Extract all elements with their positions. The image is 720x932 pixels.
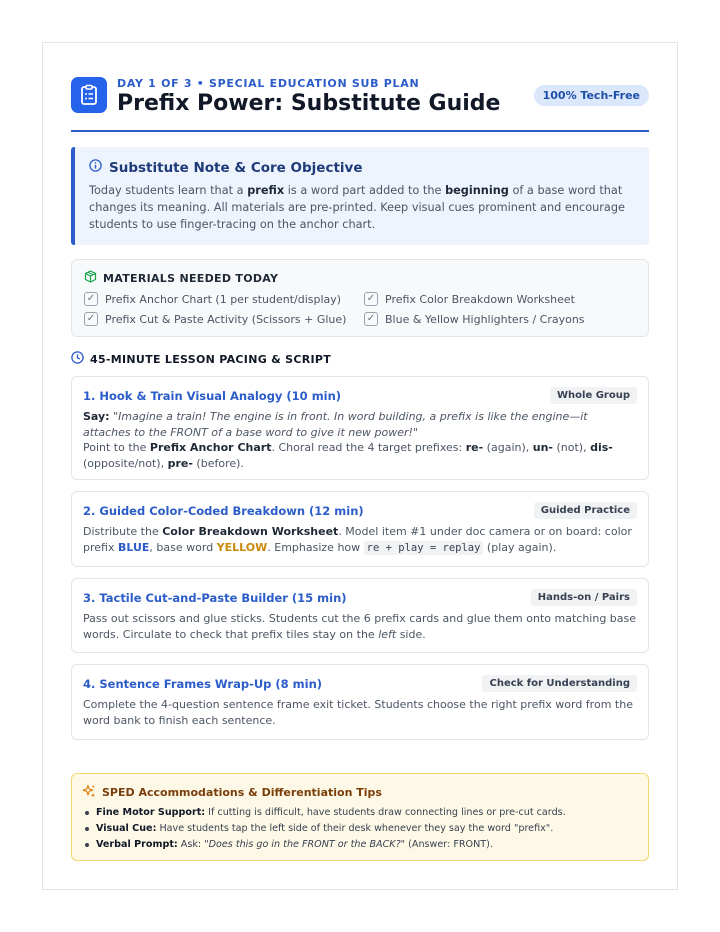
step-text: . Choral read the 4 target prefixes: xyxy=(271,441,466,454)
step-card-3 xyxy=(71,578,649,653)
pacing-heading xyxy=(71,351,331,367)
prefix-meaning: (not), xyxy=(553,441,591,454)
left-emphasis: left xyxy=(378,627,397,641)
material-item[interactable] xyxy=(84,292,364,306)
sped-accommodations xyxy=(71,773,649,861)
materials-list xyxy=(84,292,636,326)
tip-text: (Answer: FRONT). xyxy=(405,839,493,850)
material-item[interactable] xyxy=(364,292,634,306)
tip-label: Fine Motor Support: xyxy=(96,807,206,818)
step-title: 4. Sentence Frames Wrap-Up (8 min) xyxy=(83,677,323,691)
step-text: . Model item #1 under doc camera or on board: color prefix xyxy=(83,525,632,554)
note-bold-prefix: prefix xyxy=(247,184,285,197)
step-card-4 xyxy=(71,664,649,740)
info-icon xyxy=(89,159,102,176)
material-item[interactable] xyxy=(364,312,634,326)
step-body xyxy=(83,409,637,471)
materials-title: MATERIALS NEEDED TODAY xyxy=(103,271,279,285)
sub-plan-page xyxy=(42,42,678,890)
step-text: side. xyxy=(396,627,426,641)
step-body xyxy=(83,611,637,642)
checkbox-checked-icon[interactable]: ✓ xyxy=(364,292,378,306)
tech-free-badge: 100% Tech-Free xyxy=(534,85,649,106)
step-text: Pass out scissors and glue sticks. Students cut the 6 prefix cards and glue them onto matching base words. Circulate to check that prefix tiles stay on the xyxy=(83,612,637,641)
color-blue-label: BLUE xyxy=(117,540,150,554)
tip-quote: "Does this go in the FRONT or the BACK?" xyxy=(204,839,406,850)
checkbox-checked-icon[interactable]: ✓ xyxy=(364,312,378,326)
color-yellow-label: YELLOW xyxy=(216,540,268,554)
tip-label: Verbal Prompt: xyxy=(96,839,178,850)
note-body xyxy=(89,182,635,233)
page-title: Prefix Power: Substitute Guide xyxy=(117,91,501,116)
anchor-chart-ref: Prefix Anchor Chart xyxy=(149,441,272,454)
step-text: Distribute the xyxy=(83,525,163,538)
prefix-re: re- xyxy=(465,441,484,454)
step-text: . Emphasize how xyxy=(267,540,364,554)
material-label: Prefix Cut & Paste Activity (Scissors + Glue) xyxy=(105,312,347,326)
materials-box xyxy=(71,259,649,337)
say-label: Say: xyxy=(83,410,110,423)
step-title: 3. Tactile Cut-and-Paste Builder (15 min) xyxy=(83,591,347,605)
prefix-dis: dis- xyxy=(590,441,613,454)
step-tag: Guided Practice xyxy=(534,502,637,519)
step-text: , base word xyxy=(149,540,217,554)
tip-text: Ask: xyxy=(177,839,205,850)
list-item xyxy=(82,821,638,837)
step-text: Point to the xyxy=(83,441,150,454)
worksheet-ref: Color Breakdown Worksheet xyxy=(162,525,339,538)
checkbox-checked-icon[interactable]: ✓ xyxy=(84,292,98,306)
note-title: Substitute Note & Core Objective xyxy=(109,159,363,176)
pacing-title: 45-MINUTE LESSON PACING & SCRIPT xyxy=(90,352,332,366)
material-label: Prefix Anchor Chart (1 per student/display) xyxy=(105,292,342,306)
checkbox-checked-icon[interactable]: ✓ xyxy=(84,312,98,326)
prefix-un: un- xyxy=(532,441,553,454)
substitute-note xyxy=(71,147,649,245)
list-item xyxy=(82,837,638,853)
clock-icon xyxy=(71,351,84,367)
note-text: Today students learn that a xyxy=(89,184,248,197)
material-label: Prefix Color Breakdown Worksheet xyxy=(385,292,575,306)
step-tag: Whole Group xyxy=(550,387,637,404)
tip-label: Visual Cue: xyxy=(96,823,157,834)
step-text: (play again). xyxy=(483,540,557,554)
step-title: 1. Hook & Train Visual Analogy (10 min) xyxy=(83,389,342,403)
material-item[interactable] xyxy=(84,312,364,326)
step-body: Complete the 4-question sentence frame exit ticket. Students choose the right prefix word from the word bank to finish each sentence. xyxy=(83,698,633,727)
prefix-meaning: (opposite/not), xyxy=(83,456,168,470)
sped-list xyxy=(82,805,638,853)
note-heading xyxy=(89,159,635,176)
step-card-1 xyxy=(71,376,649,480)
tip-text: If cutting is difficult, have students draw connecting lines or pre-cut cards. xyxy=(205,807,566,818)
prefix-meaning: (again), xyxy=(483,441,533,454)
plan-kicker: DAY 1 OF 3 • SPECIAL EDUCATION SUB PLAN xyxy=(117,77,420,90)
note-bold-beginning: beginning xyxy=(445,184,509,197)
list-item xyxy=(82,805,638,821)
step-tag: Hands-on / Pairs xyxy=(531,589,637,606)
step-instructions xyxy=(83,440,637,471)
step-title: 2. Guided Color-Coded Breakdown (12 min) xyxy=(83,504,364,518)
header xyxy=(71,43,649,132)
step-script xyxy=(83,409,637,440)
prefix-pre: pre- xyxy=(167,456,193,470)
step-body xyxy=(83,524,637,556)
say-quote: "Imagine a train! The engine is in front. In word building, a prefix is like the engine—it attaches to the FRONT of a base word to give it new power!" xyxy=(83,410,588,439)
step-card-2 xyxy=(71,491,649,567)
material-label: Blue & Yellow Highlighters / Crayons xyxy=(385,312,585,326)
step-tag: Check for Understanding xyxy=(482,675,637,692)
word-equation: re + play = replay xyxy=(364,541,484,555)
note-text: is a word part added to the xyxy=(284,184,446,197)
prefix-meaning: (before). xyxy=(192,456,244,470)
sped-title: SPED Accommodations & Differentiation Tips xyxy=(102,786,382,799)
sparkles-icon xyxy=(82,784,96,801)
sped-heading xyxy=(82,784,638,801)
clipboard-list-icon xyxy=(71,77,107,113)
tip-text: Have students tap the left side of their desk whenever they say the word "prefix". xyxy=(156,823,554,834)
note-text: of a base word that changes its meaning. All materials are pre-printed. Keep visual cues prominent and encourage students to use finger-tracing on the anchor chart. xyxy=(89,184,625,231)
materials-heading xyxy=(84,270,636,286)
package-icon xyxy=(84,270,97,286)
